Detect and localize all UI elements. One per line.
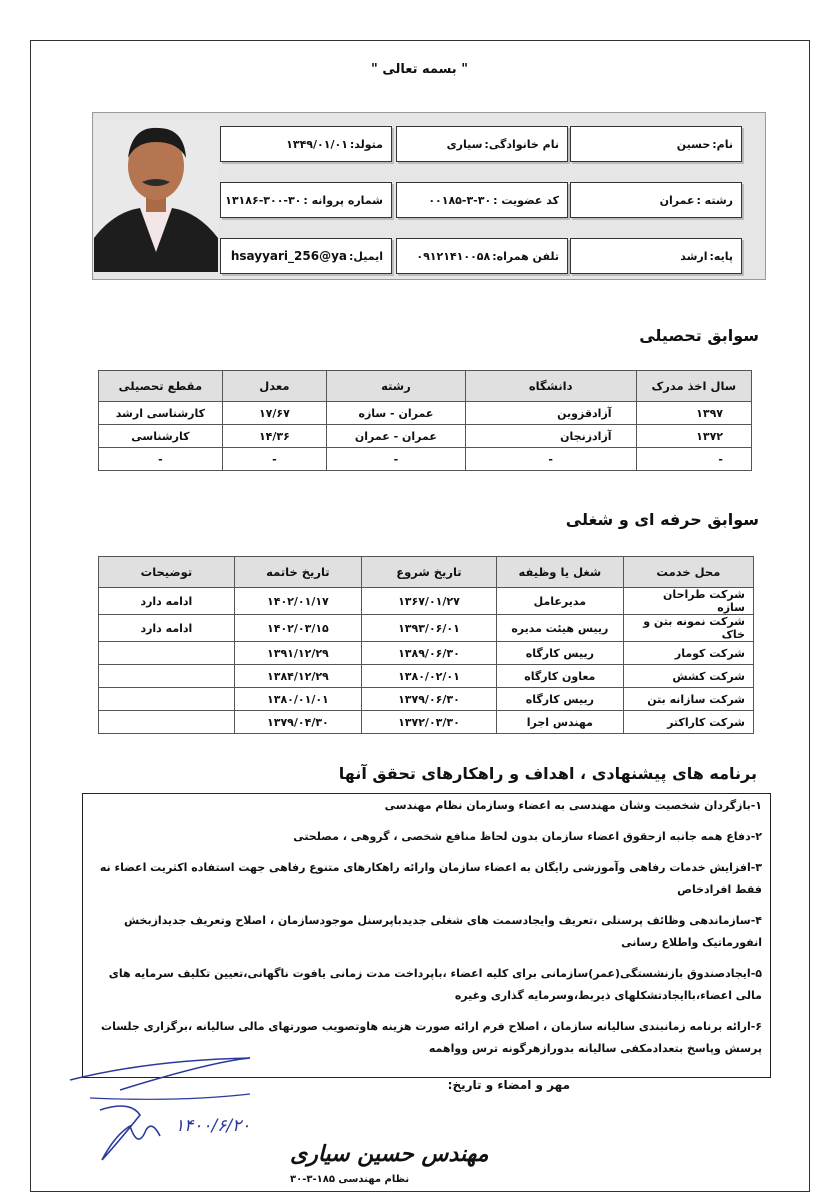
table-cell: شرکت کاراکتر	[623, 711, 753, 734]
page-title: " بسمه تعالی "	[371, 62, 468, 77]
jobs-col-location: محل خدمت	[623, 557, 753, 588]
table-row	[99, 425, 752, 448]
table-cell: شرکت سازانه بتن	[623, 688, 753, 711]
plans-list	[94, 795, 762, 1069]
table-row	[99, 588, 754, 615]
table-cell: ۱۳۶۷/۰۱/۲۷	[362, 588, 497, 615]
table-row	[99, 642, 754, 665]
table-cell: ۱۳۹۷	[636, 402, 751, 425]
education-col-year: سال اخذ مدرک	[636, 371, 751, 402]
list-item: ۶-ارائه برنامه زمانبندی سالیانه سازمان ، اصلاح فرم ارائه صورت هزینه هاوتصویب صورتهای مالی سالیانه ،برگزاری جلسات پرسش وپاسخ بتعدادمکفی سالیانه بدورازهرگونه ترس وواهمه	[101, 1020, 762, 1055]
table-cell: مدیرعامل	[496, 588, 623, 615]
email-field: ایمیل: hsayyari_256@ya	[220, 238, 392, 274]
table-row	[99, 688, 754, 711]
person-photo-icon	[94, 120, 218, 272]
table-cell	[99, 711, 235, 734]
jobs-table	[98, 556, 754, 734]
degree-field: پایه: ارشد	[570, 238, 742, 274]
table-cell: ۱۴۰۲/۰۳/۱۵	[234, 615, 361, 642]
mobile-phone-field: تلفن همراه: ۰۹۱۲۱۴۱۰۰۵۸	[396, 238, 568, 274]
table-cell: ادامه دارد	[99, 588, 235, 615]
education-table	[98, 370, 752, 471]
table-cell: رییس کارگاه	[496, 688, 623, 711]
table-row	[99, 448, 752, 471]
table-cell: ۱۳۸۹/۰۶/۳۰	[362, 642, 497, 665]
table-cell: شرکت طراحان سازه	[623, 588, 753, 615]
jobs-col-end: تاریخ خاتمه	[234, 557, 361, 588]
profile-photo	[94, 120, 218, 272]
table-cell: ۱۷/۶۷	[222, 402, 326, 425]
handwritten-date: ۱۴۰۰/۶/۲۰	[175, 1116, 251, 1136]
table-cell	[99, 688, 235, 711]
table-cell: ادامه دارد	[99, 615, 235, 642]
table-cell: عمران - عمران	[327, 425, 466, 448]
stamp-subtitle: نظام مهندسی ۱۸۵-۳-۳۰	[290, 1174, 410, 1185]
table-cell: آزادقزوین	[465, 402, 636, 425]
jobs-col-notes: توضیحات	[99, 557, 235, 588]
table-cell: شرکت کشش	[623, 665, 753, 688]
table-cell: -	[222, 448, 326, 471]
table-cell	[99, 642, 235, 665]
table-cell: ۱۳۷۲/۰۳/۳۰	[362, 711, 497, 734]
table-cell: مهندس اجرا	[496, 711, 623, 734]
education-col-level: مقطع تحصیلی	[99, 371, 223, 402]
education-col-major: رشته	[327, 371, 466, 402]
stamp-name: مهندس حسین سیاری	[290, 1142, 489, 1167]
table-cell: ۱۳۸۰/۰۱/۰۱	[234, 688, 361, 711]
table-cell	[99, 665, 235, 688]
jobs-col-start: تاریخ شروع	[362, 557, 497, 588]
handwritten-signature-icon	[60, 1040, 320, 1180]
plans-heading: برنامه های پیشنهادی ، اهداف و راهکارهای تحقق آنها	[338, 764, 757, 783]
table-cell: -	[636, 448, 751, 471]
table-cell: -	[465, 448, 636, 471]
table-cell: ۱۴۰۲/۰۱/۱۷	[234, 588, 361, 615]
table-cell: ۱۳۹۳/۰۶/۰۱	[362, 615, 497, 642]
list-item: ۳-افزایش خدمات رفاهی وآموزشی رایگان به اعضاء سازمان وارائه راهکارهای متنوع رفاهی جهت استفاده اکثریت اعضاء نه فقط افرادخاص	[99, 861, 762, 896]
education-col-university: دانشگاه	[465, 371, 636, 402]
table-cell: کارشناسی	[99, 425, 223, 448]
list-item: ۵-ایجادصندوق بازنشستگی(عمر)سازمانی برای کلیه اعضاء ،باپرداخت مدت زمانی یافوت ناگهانی،تعیین تکلیف سرمایه های مالی اعضاء،باایجادتشکلهای ذیربط،وسرمایه گذاری وغیره	[108, 967, 762, 1002]
table-cell: ۱۳۷۹/۰۶/۳۰	[362, 688, 497, 711]
table-cell: ۱۳۸۰/۰۲/۰۱	[362, 665, 497, 688]
table-row	[99, 711, 754, 734]
field-of-study-field: رشته : عمران	[570, 182, 742, 218]
table-cell: ۱۳۸۴/۱۲/۲۹	[234, 665, 361, 688]
table-cell: ۱۳۷۲	[636, 425, 751, 448]
jobs-header-row	[99, 557, 754, 588]
table-row	[99, 615, 754, 642]
signature-label: مهر و امضاء و تاریخ:	[447, 1078, 570, 1092]
table-cell: شرکت کومار	[623, 642, 753, 665]
education-header-row	[99, 371, 752, 402]
birth-date-field: متولد: ۱۳۴۹/۰۱/۰۱	[220, 126, 392, 162]
table-cell: رییس کارگاه	[496, 642, 623, 665]
table-cell: آزادزنجان	[465, 425, 636, 448]
table-cell: ۱۳۷۹/۰۴/۳۰	[234, 711, 361, 734]
table-cell: کارشناسی ارشد	[99, 402, 223, 425]
table-cell: ۱۳۹۱/۱۲/۲۹	[234, 642, 361, 665]
table-cell: رییس هیئت مدیره	[496, 615, 623, 642]
name-field: نام: حسین	[570, 126, 742, 162]
table-cell: عمران - سازه	[327, 402, 466, 425]
education-heading: سوابق تحصیلی	[639, 326, 759, 345]
education-col-gpa: معدل	[222, 371, 326, 402]
jobs-col-position: شغل یا وظیفه	[496, 557, 623, 588]
table-cell: شرکت نمونه بتن و خاک	[623, 615, 753, 642]
jobs-heading: سوابق حرفه ای و شغلی	[565, 510, 759, 529]
membership-code-field: کد عضویت : ۰۰۱۸۵-۳-۳۰	[396, 182, 568, 218]
table-cell: ۱۴/۳۶	[222, 425, 326, 448]
list-item: ۴-سازماندهی وظائف پرسنلی ،تعریف وایجادسمت های شغلی جدیدباپرسنل موجودسازمان ، اصلاح وتعریف جدیدازبخش انفورماتیک واطلاع رسانی	[123, 914, 762, 949]
table-row	[99, 402, 752, 425]
list-item: ۱-بازگردان شخصیت وشان مهندسی به اعضاء وسازمان نظام مهندسی	[384, 799, 762, 812]
license-number-field: شماره پروانه : ۱۳۱۸۶-۳۰۰-۳۰	[220, 182, 392, 218]
table-cell: -	[327, 448, 466, 471]
table-cell: معاون کارگاه	[496, 665, 623, 688]
table-row	[99, 665, 754, 688]
table-cell: -	[99, 448, 223, 471]
family-name-field: نام خانوادگی: سیاری	[396, 126, 568, 162]
list-item: ۲-دفاع همه جانبه ازحقوق اعضاء سازمان بدون لحاظ منافع شخصی ، گروهی ، مصلحتی	[293, 830, 762, 843]
